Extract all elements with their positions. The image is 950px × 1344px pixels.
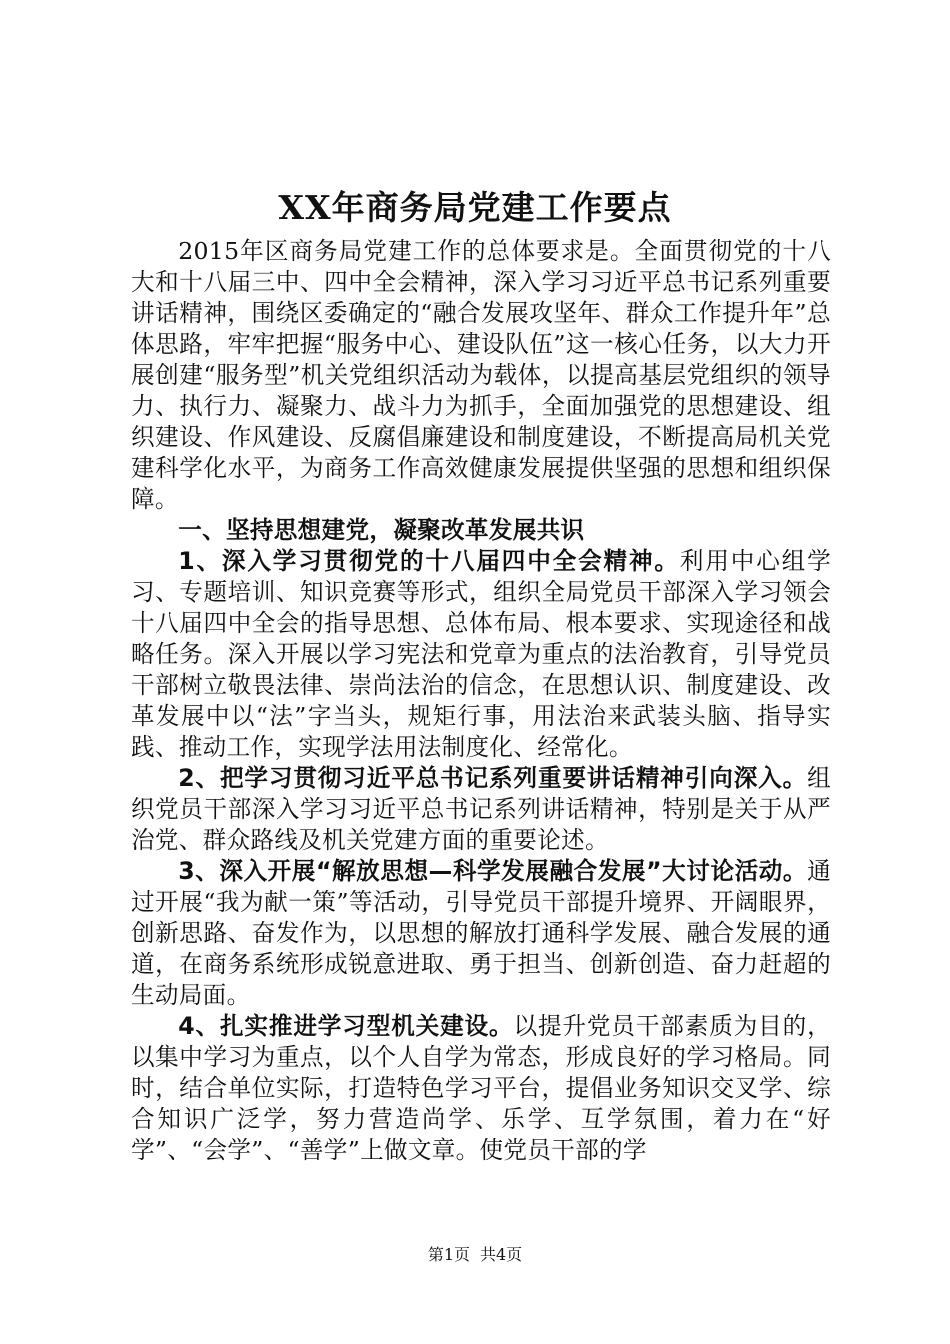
page-total: 共4页 (480, 1245, 523, 1264)
item-heading: 1、深入学习贯彻党的十八届四中全会精神。 (178, 547, 680, 575)
item-paragraph-1 (131, 546, 831, 763)
item-text: 以提升党员干部素质为目的，以集中学习为重点，以个人自学为常态，形成良好的学习格局。同时，结合单位实际，打造特色学习平台，提倡业务知识交叉学、综合知识广泛学，努力营造尚学、乐学、互学氛围，着力在“好学”、“会学”、“善学”上做文章。使党员干部的学 (131, 1012, 831, 1164)
item-heading: 2、把学习贯彻习近平总书记系列重要讲话精神引向深入。 (178, 764, 808, 792)
item-paragraph-4 (131, 1011, 831, 1166)
item-text: 通过开展“我为献一策”等活动，引导党员干部提升境界、开阔眼界，创新思路、奋发作为，以思想的解放打通科学发展、融合发展的通道，在商务系统形成锐意进取、勇于担当、创新创造、奋力赶超的生动局面。 (131, 857, 831, 1009)
section-heading: 一、坚持思想建党，凝聚改革发展共识 (178, 516, 585, 544)
document-title: XX年商务局党建工作要点 (278, 188, 672, 227)
item-text: 组织党员干部深入学习习近平总书记系列讲话精神，特别是关于从严治党、群众路线及机关党建方面的重要论述。 (131, 764, 831, 854)
page-footer (0, 1244, 950, 1266)
document-body (131, 236, 831, 1166)
item-text: 利用中心组学习、专题培训、知识竞赛等形式，组织全局党员干部深入学习领会十八届四中全会的指导思想、总体布局、根本要求、实现途径和战略任务。深入开展以学习宪法和党章为重点的法治教育，引导党员干部树立敬畏法律、崇尚法治的信念，在思想认识、制度建设、改革发展中以“法”字当头，规矩行事，用法治来武装头脑、指导实践、推动工作，实现学法用法制度化、经常化。 (131, 547, 831, 761)
item-paragraph-2 (131, 763, 831, 856)
intro-paragraph: 2015年区商务局党建工作的总体要求是。全面贯彻党的十八大和十八届三中、四中全会精神，深入学习习近平总书记系列重要讲话精神，围绕区委确定的“融合发展攻坚年、群众工作提升年”总体思路，牢牢把握“服务中心、建设队伍”这一核心任务，以大力开展创建“服务型”机关党组织活动为载体，以提高基层党组织的领导力、执行力、凝聚力、战斗力为抓手，全面加强党的思想建设、组织建设、作风建设、反腐倡廉建设和制度建设，不断提高局机关党建科学化水平，为商务工作高效健康发展提供坚强的思想和组织保障。 (131, 237, 831, 513)
item-paragraph-3 (131, 856, 831, 1011)
item-heading: 3、深入开展“解放思想—科学发展融合发展”大讨论活动。 (178, 857, 808, 885)
item-heading: 4、扎实推进学习型机关建设。 (178, 1012, 514, 1040)
page-number: 第1页 (427, 1245, 470, 1264)
